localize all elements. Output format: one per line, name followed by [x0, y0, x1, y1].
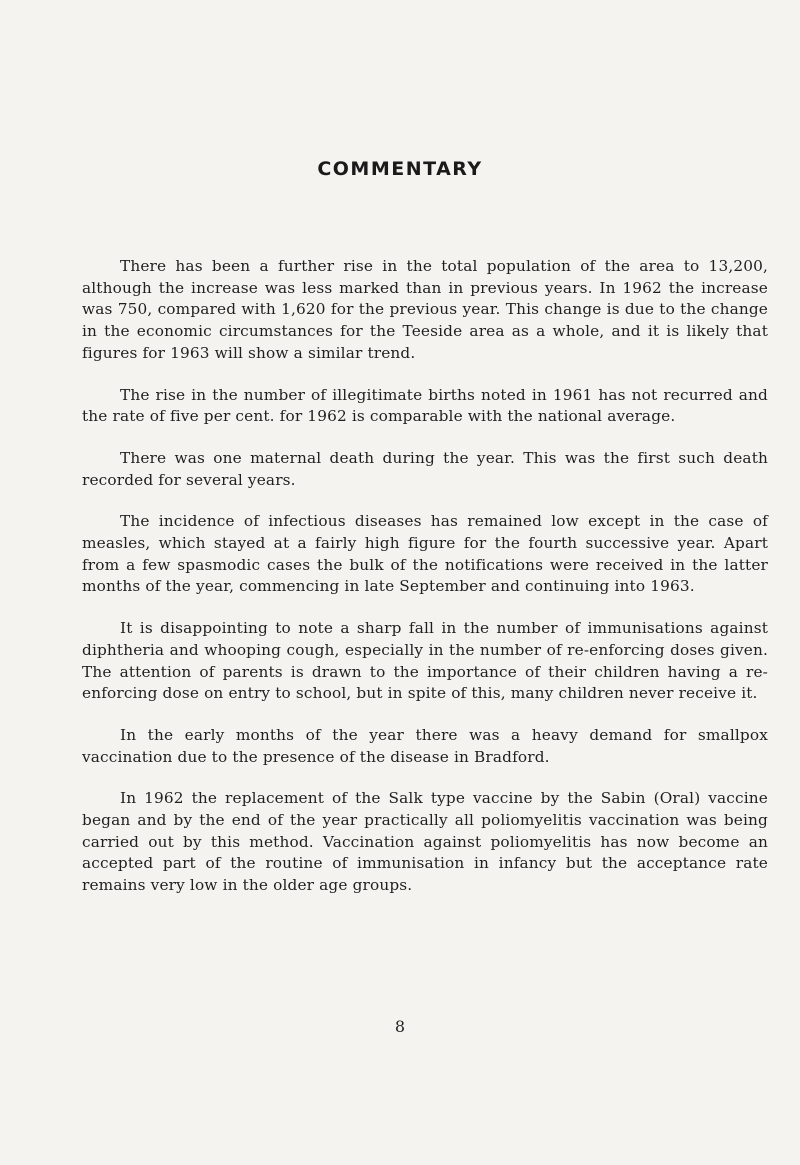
commentary-body — [82, 256, 768, 917]
paragraph-infectious-diseases: The incidence of infectious diseases has remained low except in the case of measles, which stayed at a fairly high figure for the fourth successive year. Apart from a few spasmodic cases the bulk of the notifications were received in the latter months of the year, commencing in late September and continuing into 1963. — [82, 512, 768, 596]
paragraph-smallpox: In the early months of the year there was a heavy demand for smallpox vaccination due to the presence of the disease in Bradford. — [82, 725, 768, 766]
page-title: COMMENTARY — [317, 158, 483, 180]
paragraph-poliomyelitis: In 1962 the replacement of the Salk type vaccine by the Sabin (Oral) vaccine began and by the end of the year practically all poliomyelitis vaccination was being carried out by this method. Vaccination against poliomyelitis has now become an accepted part of the routine of immunisation in infancy but the acceptance rate remains very low in the older age groups. — [82, 789, 768, 895]
paragraph-maternal-death: There was one maternal death during the year. This was the first such death recorded for several years. — [82, 448, 768, 489]
paragraph-illegitimate-births: The rise in the number of illegitimate births noted in 1961 has not recurred and the rate of five per cent. for 1962 is comparable with the national average. — [82, 385, 768, 426]
paragraph-population: There has been a further rise in the total population of the area to 13,200, although the increase was less marked than in previous years. In 1962 the increase was 750, compared with 1,620 for the previous year. This change is due to the change in the economic circumstances for the Teeside area as a whole, and it is likely that figures for 1963 will show a similar trend. — [82, 257, 768, 362]
page-number: 8 — [394, 1017, 406, 1036]
paragraph-immunisations: It is disappointing to note a sharp fall in the number of immunisations against diphtheria and whooping cough, especially in the number of re-enforcing doses given. The attention of parents is drawn to the importance of their children having a re-enforcing dose on entry to school, but in spite of this, many children never receive it. — [82, 619, 768, 703]
